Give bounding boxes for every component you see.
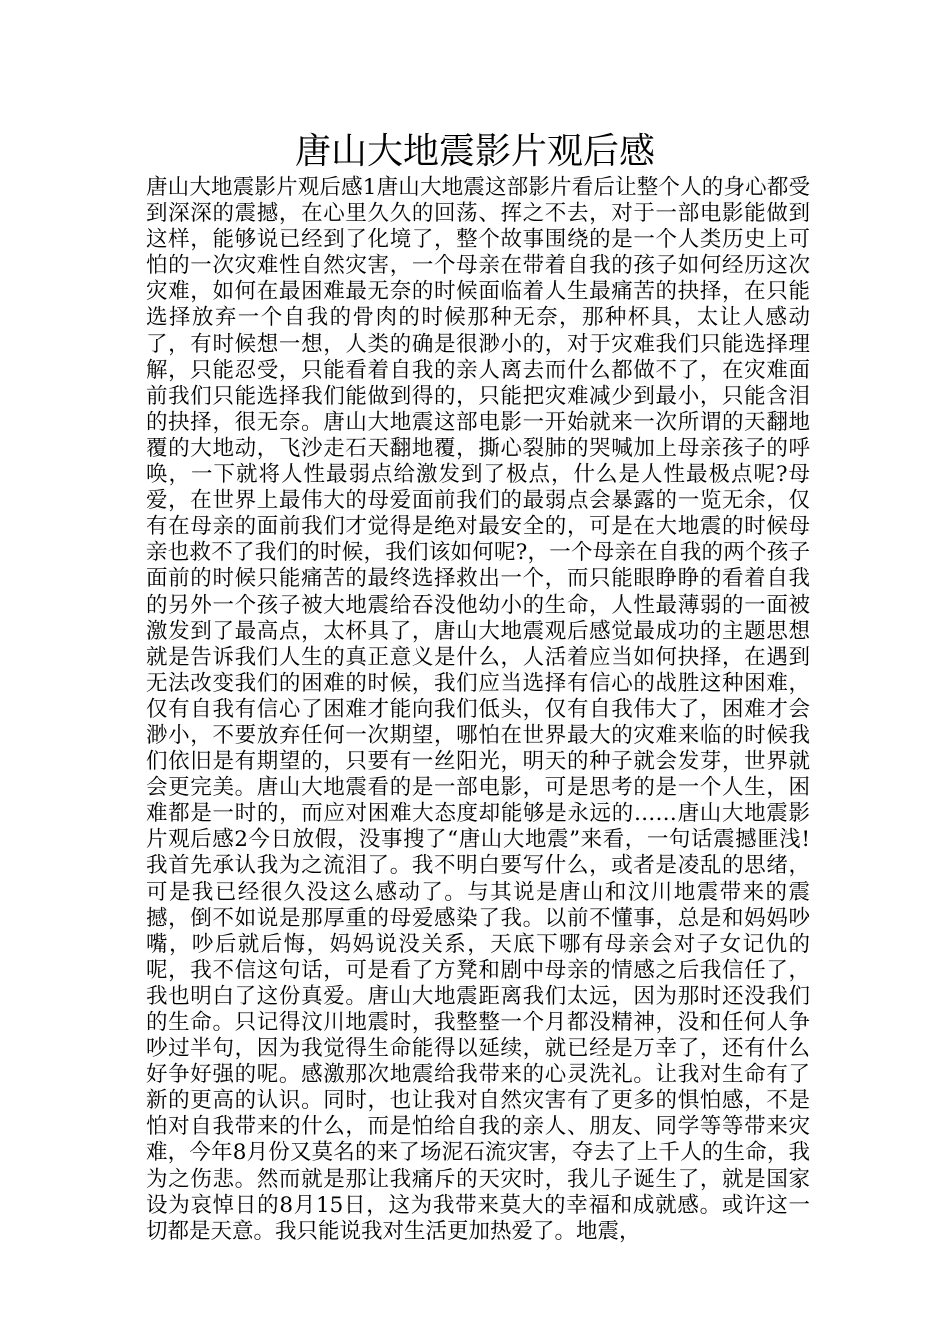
page-title: 唐山大地震影片观后感 bbox=[294, 131, 655, 172]
body-paragraph: 唐山大地震影片观后感1唐山大地震这部影片看后让整个人的身心都受到深深的震撼，在心里久久的回荡、挥之不去，对于一部电影能做到这样，能够说已经到了化境了，整个故事围绕的是一个人类历史上可怕的一次灾难性自然灾害，一个母亲在带着自我的孩子如何经历这次灾难，如何在最困难最无奈的时候面临着人生最痛苦的抉择，在只能选择放弃一个自我的骨肉的时候那种无奈，那种杯具，太让人感动了，有时候想一想，人类的确是很渺小的，对于灾难我们只能选择理解，只能忍受，只能看着自我的亲人离去而什么都做不了，在灾难面前我们只能选择我们能做到得的，只能把灾难减少到最小，只能含泪的抉择，很无奈。唐山大地震这部电影一开始就来一次所谓的天翻地覆的大地动，飞沙走石天翻地覆，撕心裂肺的哭喊加上母亲孩子的呼唤，一下就将人性最弱点给激发到了极点，什么是人性最极点呢?母爱，在世界上最伟大的母爱面前我们的最弱点会暴露的一览无余，仅有在母亲的面前我们才觉得是绝对最安全的，可是在大地震的时候母亲也救不了我们的时候，我们该如何呢?，一个母亲在自我的两个孩子面前的时候只能痛苦的最终选择救出一个，而只能眼睁睁的看着自我的另外一个孩子被大地震给吞没他幼小的生命，人性最薄弱的一面被激发到了最高点，太杯具了，唐山大地震观后感觉最成功的主题思想就是告诉我们人生的真正意义是什么，人活着应当如何抉择，在遇到无法改变我们的困难的时候，我们应当选择有信心的战胜这种困难，仅有自我有信心了困难才能向我们低头，仅有自我伟大了，困难才会渺小，不要放弃任何一次期望，哪怕在世界最大的灾难来临的时候我们依旧是有期望的，只要有一丝阳光，明天的种子就会发芽，世界就会更完美。唐山大地震看的是一部电影，可是思考的是一个人生，困难都是一时的，而应对困难大态度却能够是永远的……唐山大地震影片观后感2今日放假，没事搜了“唐山大地震”来看，一句话震撼匪浅!我首先承认我为之流泪了。我不明白要写什么，或者是凌乱的思绪，可是我已经很久没这么感动了。与其说是唐山和汶川地震带来的震撼，倒不如说是那厚重的母爱感染了我。以前不懂事，总是和妈妈吵嘴，吵后就后悔，妈妈说没关系，天底下哪有母亲会对子女记仇的呢，我不信这句话，可是看了方凳和剧中母亲的情感之后我信任了，我也明白了这份真爱。唐山大地震距离我们太远，因为那时还没我们的生命。只记得汶川地震时，我整整一个月都没精神，没和任何人争吵过半句，因为我觉得生命能得以延续，就已经是万幸了，还有什么好争好强的呢。感激那次地震给我带来的心灵洗礼。让我对生命有了新的更高的认识。同时，也让我对自然灾害有了更多的惧怕感，不是怕对自我带来的什么，而是怕给自我的亲人、朋友、同学等等带来灾难，今年8月份又莫名的来了场泥石流灾害，夺去了上千人的生命，我为之伤悲。然而就是那让我痛斥的天灾时，我儿子诞生了，就是国家设为哀悼日的8月15日，这为我带来莫大的幸福和成就感。或许这一切都是天意。我只能说我对生活更加热爱了。地震， bbox=[146, 175, 810, 1244]
